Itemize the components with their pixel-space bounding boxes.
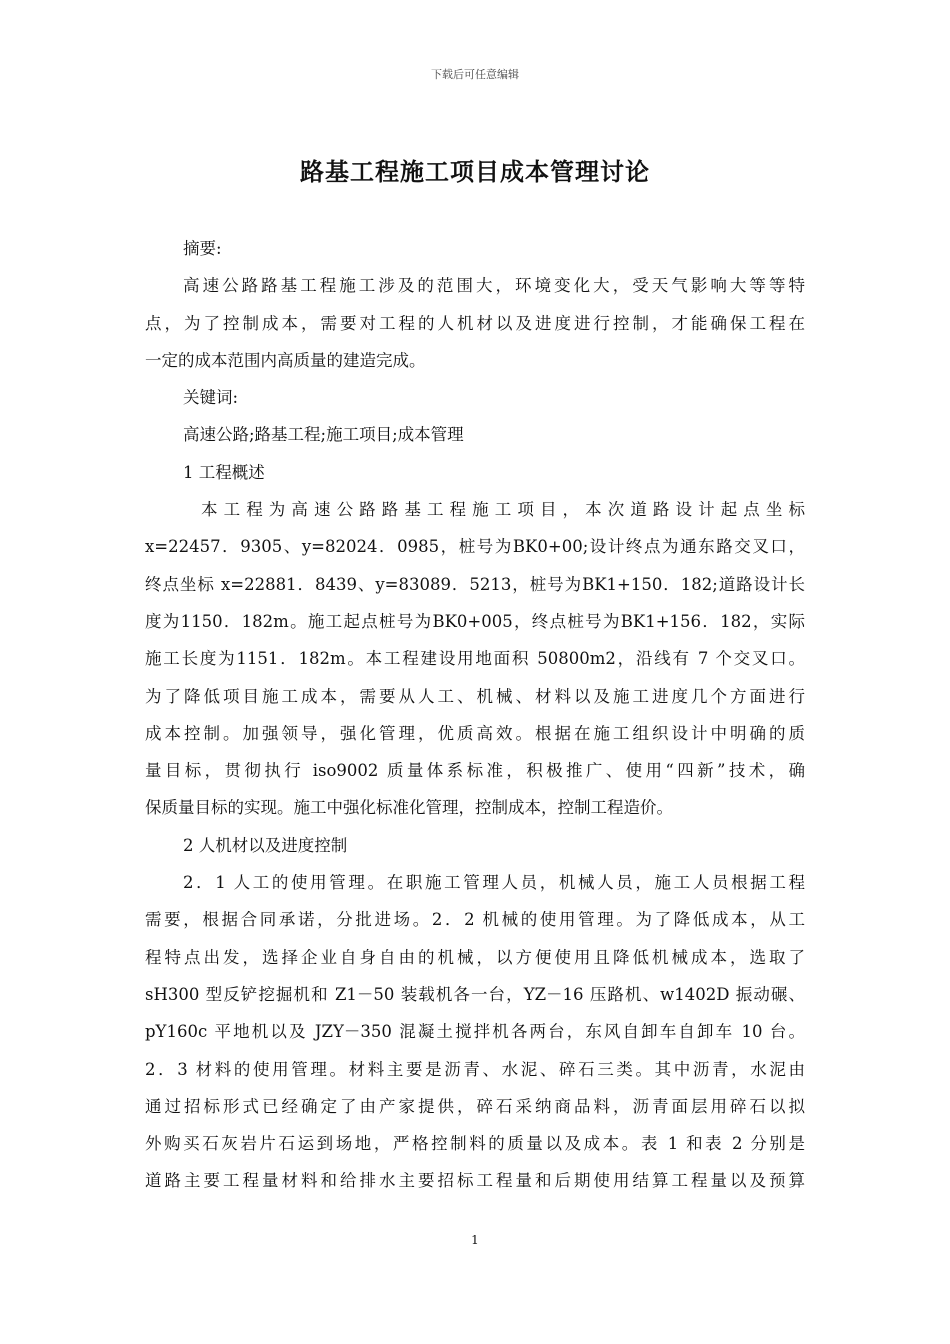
page-number: 1 <box>471 1233 479 1247</box>
paragraph-line: 施工长度为1151．182m。本工程建设用地面积 50800m2，沿线有 7 个交叉口。 <box>145 649 805 669</box>
paragraph-line: 2．3 材料的使用管理。材料主要是沥青、水泥、碎石三类。其中沥青，水泥由 <box>145 1059 805 1079</box>
document-body <box>145 230 805 1200</box>
paragraph-line: 成本控制。加强领导，强化管理，优质高效。根据在施工组织设计中明确的质 <box>145 723 805 743</box>
keywords-label: 关键词: <box>183 388 239 408</box>
paragraph-line: 一定的成本范围内高质量的建造完成。 <box>145 350 426 370</box>
paragraph-line: 需要，根据合同承诺，分批进场。2．2 机械的使用管理。为了降低成本，从工 <box>145 910 805 930</box>
paragraph-line: 量目标，贯彻执行 iso9002 质量体系标准，积极推广、使用“四新”技术，确 <box>145 761 805 781</box>
paragraph-line: 通过招标形式已经确定了由产家提供，碎石采纳商品料，沥青面层用碎石以拟 <box>145 1096 805 1116</box>
paragraph-line: 程特点出发，选择企业自身自由的机械，以方便使用且降低机械成本，选取了 <box>145 947 805 967</box>
paragraph-line: x=22457．9305、y=82024．0985，桩号为BK0+00;设计终点为通东路交叉口， <box>145 537 805 557</box>
paragraph-line: 终点坐标 x=22881．8439、y=83089．5213，桩号为BK1+150．182;道路设计长 <box>145 574 805 594</box>
abstract-label: 摘要: <box>183 239 222 258</box>
page-header: 下载后可任意编辑 <box>431 68 519 81</box>
paragraph-line: sH300 型反铲挖掘机和 Z1－50 装载机各一台，YZ－16 压路机、w1402D 振动碾、 <box>145 984 805 1004</box>
paragraph-line: 道路主要工程量材料和给排水主要招标工程量和后期使用结算工程量以及预算 <box>145 1171 805 1191</box>
paragraph-line: 本工程为高速公路路基工程施工项目，本次道路设计起点坐标 <box>201 500 805 520</box>
paragraph-line: 2．1 人工的使用管理。在职施工管理人员，机械人员，施工人员根据工程 <box>183 873 805 893</box>
paragraph-line: 为了降低项目施工成本，需要从人工、机械、材料以及施工进度几个方面进行 <box>145 686 805 706</box>
document-title: 路基工程施工项目成本管理讨论 <box>300 157 650 186</box>
section-heading: 1 工程概述 <box>183 462 265 482</box>
section-heading: 2 人机材以及进度控制 <box>183 835 348 855</box>
paragraph-line: 点，为了控制成本，需要对工程的人机材以及进度进行控制，才能确保工程在 <box>145 313 805 333</box>
paragraph-line: 度为1150．182m。施工起点桩号为BK0+005，终点桩号为BK1+156．182，实际 <box>145 611 805 631</box>
paragraph-line: 高速公路路基工程施工涉及的范围大，环境变化大，受天气影响大等等特 <box>183 276 805 296</box>
paragraph-line: 外购买石灰岩片石运到场地，严格控制料的质量以及成本。表 1 和表 2 分别是 <box>145 1134 805 1154</box>
paragraph-line: 保质量目标的实现。施工中强化标准化管理，控制成本，控制工程造价。 <box>145 798 673 818</box>
paragraph-line: pY160c 平地机以及 JZY－350 混凝土搅拌机各两台，东风自卸车自卸车 10 台。 <box>145 1022 805 1042</box>
keywords-text: 高速公路;路基工程;施工项目;成本管理 <box>183 425 464 445</box>
